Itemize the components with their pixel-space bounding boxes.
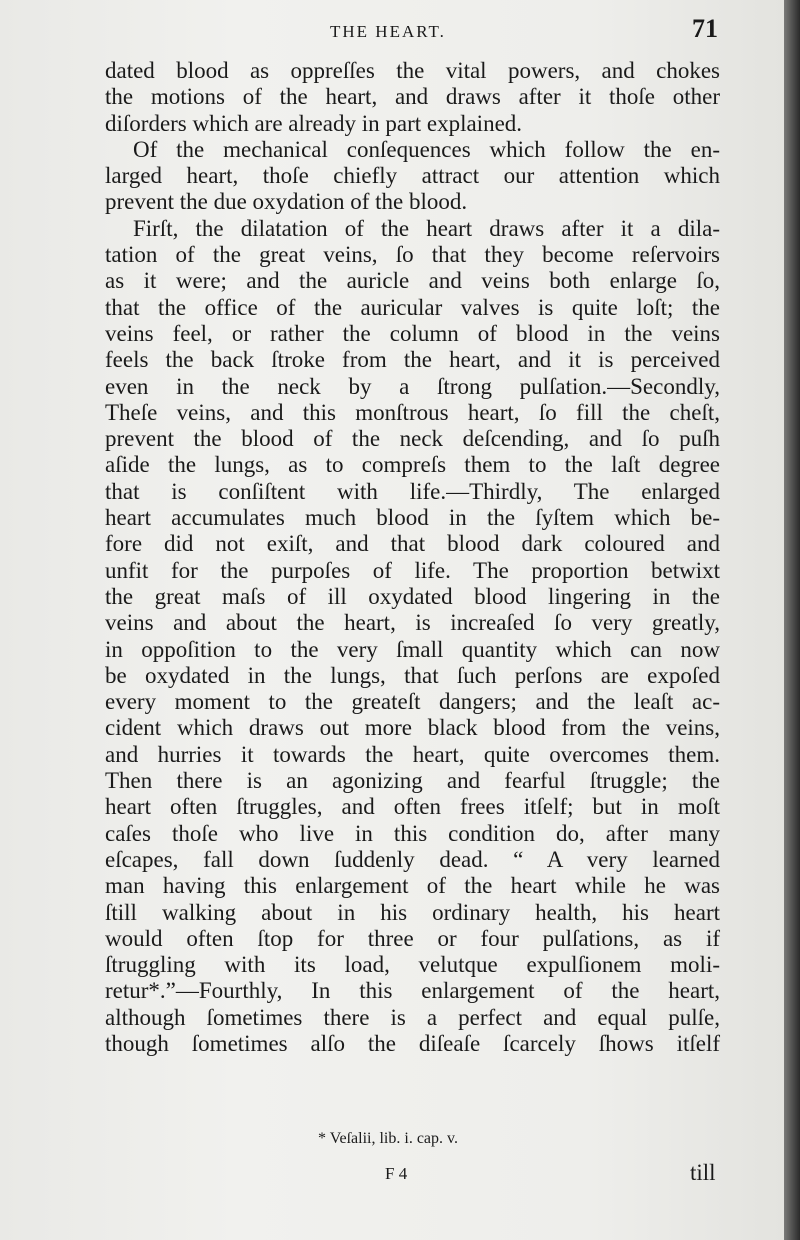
text-line: veins feel, or rather the column of blood in the veins <box>105 320 720 346</box>
text-line: even in the neck by a ſtrong pulſation.—Secondly, <box>105 373 720 399</box>
text-line: veins and about the heart, is increaſed ſo very greatly, <box>105 610 720 636</box>
text-line: and hurries it towards the heart, quite overcomes them. <box>105 741 720 767</box>
catchword: till <box>690 1160 716 1185</box>
text-line: dated blood as oppreſſes the vital powers, and chokes <box>105 58 720 83</box>
text-line: unfit for the purpoſes of life. The proportion betwixt <box>105 557 720 583</box>
text-line: Firſt, the dilatation of the heart draws after it a dila- <box>133 215 720 241</box>
text-line: in oppoſition to the very ſmall quantity which can now <box>105 636 720 662</box>
text-line: heart accumulates much blood in the ſyſtem which be- <box>105 505 720 531</box>
text-line: though ſometimes alſo the diſeaſe ſcarcely ſhows itſelf <box>105 1030 720 1056</box>
page-edge <box>784 0 800 1240</box>
text-line: Theſe veins, and this monſtrous heart, ſo fill the cheſt, <box>105 399 720 425</box>
running-head: THE HEART. <box>330 22 446 41</box>
text-line: aſide the lungs, as to compreſs them to the laſt degree <box>105 452 720 478</box>
text-line: heart often ſtruggles, and often frees itſelf; but in moſt <box>105 794 720 820</box>
text-line: be oxydated in the lungs, that ſuch perſons are expoſed <box>105 662 720 688</box>
text-line: eſcapes, fall down ſuddenly dead. “ A very learned <box>105 846 720 872</box>
signature-mark: F 4 <box>385 1164 408 1183</box>
text-line: every moment to the greateſt dangers; and the leaſt ac- <box>105 689 720 715</box>
text-line: the great maſs of ill oxydated blood lingering in the <box>105 583 720 609</box>
text-line: caſes thoſe who live in this condition do, after many <box>105 820 720 846</box>
text-line: as it were; and the auricle and veins both enlarge ſo, <box>105 268 720 294</box>
text-line: Of the mechanical conſequences which follow the en- <box>133 136 720 162</box>
text-line: would often ſtop for three or four pulſations, as if <box>105 925 720 951</box>
footnote: * Veſalii, lib. i. cap. v. <box>318 1130 458 1147</box>
page-number: 71 <box>692 14 718 43</box>
text-line: feels the back ſtroke from the heart, and it is perceived <box>105 347 720 373</box>
text-line: prevent the blood of the neck deſcending, and ſo puſh <box>105 426 720 452</box>
text-line: that the office of the auricular valves is quite loſt; the <box>105 294 720 320</box>
text-line: retur*.”—Fourthly, In this enlargement of the heart, <box>105 978 720 1004</box>
text-line: man having this enlargement of the heart while he was <box>105 873 720 899</box>
text-line: that is conſiſtent with life.—Thirdly, The enlarged <box>105 478 720 504</box>
text-line: although ſometimes there is a perfect and equal pulſe, <box>105 1004 720 1030</box>
text-line: the motions of the heart, and draws after it thoſe other <box>105 84 720 110</box>
text-line: fore did not exiſt, and that blood dark coloured and <box>105 531 720 557</box>
text-line: cident which draws out more black blood from the veins, <box>105 715 720 741</box>
text-line: larged heart, thoſe chiefly attract our attention which <box>105 163 720 189</box>
text-line: prevent the due oxydation of the blood. <box>105 189 468 215</box>
text-line: ſtruggling with its load, velutque expulſionem moli- <box>105 952 720 978</box>
text-line: tation of the great veins, ſo that they become reſervoirs <box>105 242 720 268</box>
text-line: diſorders which are already in part explained. <box>105 110 523 136</box>
text-line: Then there is an agonizing and fearful ſtruggle; the <box>105 768 720 794</box>
text-line: ſtill walking about in his ordinary health, his heart <box>105 899 720 925</box>
body-text <box>105 58 720 1057</box>
